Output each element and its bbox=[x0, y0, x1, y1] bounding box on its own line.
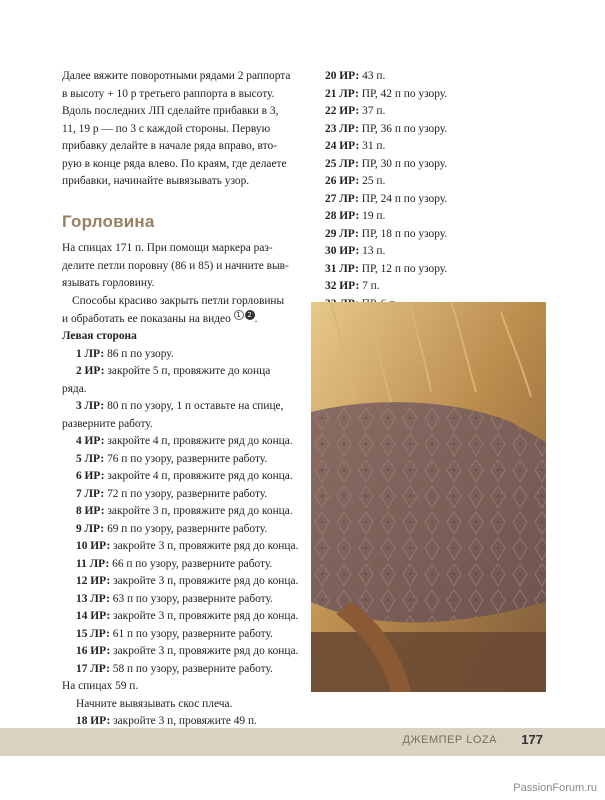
row-instruction bbox=[325, 191, 545, 209]
left-rows-list bbox=[62, 346, 300, 749]
row-number: 17 ЛР: bbox=[76, 662, 110, 675]
row-text: ПР, 18 п по узору. bbox=[358, 227, 448, 240]
text-line: Вдоль последних ЛП сделайте прибавки в 3, bbox=[62, 105, 279, 117]
row-instruction bbox=[62, 398, 300, 416]
video-2-icon[interactable]: 2 bbox=[245, 310, 255, 320]
row-number: 3 ЛР: bbox=[76, 400, 105, 413]
intro-paragraph bbox=[62, 68, 300, 191]
row-number: 24 ИР: bbox=[325, 140, 360, 152]
row-instruction bbox=[325, 243, 545, 261]
row-instruction bbox=[325, 278, 545, 296]
text-span: и обработать ее показаны на видео bbox=[62, 312, 231, 325]
row-number: 7 ЛР: bbox=[76, 487, 105, 500]
row-instruction bbox=[62, 661, 300, 679]
row-text: 37 п. bbox=[359, 105, 386, 117]
row-number: 2 ИР: bbox=[76, 365, 105, 378]
row-instruction bbox=[325, 156, 545, 174]
row-instruction bbox=[325, 103, 545, 121]
row-instruction bbox=[325, 68, 545, 86]
row-instruction bbox=[62, 556, 300, 574]
right-column bbox=[325, 68, 545, 313]
row-number: 29 ЛР: bbox=[325, 227, 359, 240]
watermark[interactable]: PassionForum.ru bbox=[513, 782, 597, 794]
row-instruction bbox=[62, 346, 300, 364]
row-instruction bbox=[325, 121, 545, 139]
row-text: разверните работу. bbox=[62, 417, 153, 430]
row-instruction bbox=[325, 173, 545, 191]
row-text: 61 п по узору, разверните работу. bbox=[109, 627, 273, 640]
page-number: 177 bbox=[521, 732, 543, 747]
row-instruction bbox=[62, 591, 300, 609]
row-number: 15 ЛР: bbox=[76, 627, 110, 640]
row-instruction bbox=[62, 608, 300, 626]
row-number: 6 ИР: bbox=[76, 470, 105, 483]
row-number: 18 ИР: bbox=[76, 715, 111, 728]
photo-illustration bbox=[311, 302, 546, 692]
row-text: ПР, 30 п по узору. bbox=[358, 157, 448, 170]
row-text: закройте 3 п, провяжите ряд до конца. bbox=[110, 540, 299, 553]
row-text: закройте 3 п, провяжите ряд до конца. bbox=[110, 645, 299, 658]
row-number: 12 ИР: bbox=[76, 575, 111, 588]
row-number: 1 ЛР: bbox=[76, 347, 105, 360]
row-text: 63 п по узору, разверните работу. bbox=[109, 592, 273, 605]
right-rows-list bbox=[325, 68, 545, 313]
row-number: 23 ЛР: bbox=[325, 122, 359, 135]
row-number: 10 ИР: bbox=[76, 540, 111, 553]
row-instruction bbox=[62, 381, 300, 399]
row-number: 5 ЛР: bbox=[76, 452, 105, 465]
row-number: 14 ИР: bbox=[76, 610, 111, 623]
row-text: 13 п. bbox=[359, 245, 386, 257]
row-instruction bbox=[62, 503, 300, 521]
row-instruction bbox=[325, 261, 545, 279]
text-line: прибавку делайте в начале ряда вправо, вто- bbox=[62, 140, 277, 152]
footer-bar bbox=[0, 728, 605, 756]
neck-intro-paragraph bbox=[62, 240, 300, 328]
section-title: Горловина bbox=[62, 211, 155, 231]
row-text: 72 п по узору, разверните работу. bbox=[104, 487, 268, 500]
row-number: 9 ЛР: bbox=[76, 522, 105, 535]
row-number: 28 ИР: bbox=[325, 210, 360, 222]
row-number: 31 ЛР: bbox=[325, 262, 359, 275]
row-instruction bbox=[62, 573, 300, 591]
row-number: 21 ЛР: bbox=[325, 87, 359, 100]
row-instruction bbox=[62, 433, 300, 451]
text-line: На спицах 171 п. При помощи маркера раз- bbox=[62, 242, 273, 254]
row-instruction bbox=[62, 363, 300, 381]
row-text: закройте 4 п, провяжите ряд до конца. bbox=[104, 470, 293, 483]
row-text: закройте 3 п, провяжите ряд до конца. bbox=[110, 575, 299, 588]
text-line: рую в конце ряда влево. По краям, где делаете bbox=[62, 157, 287, 170]
row-instruction bbox=[62, 643, 300, 661]
row-number: 13 ЛР: bbox=[76, 592, 110, 605]
row-text: 7 п. bbox=[359, 280, 380, 292]
row-text: Начните вывязывать скос плеча. bbox=[76, 697, 233, 710]
row-text: 86 п по узору. bbox=[104, 347, 174, 360]
text-span: . bbox=[254, 312, 258, 325]
row-number: 8 ИР: bbox=[76, 505, 105, 518]
row-text: 66 п по узору, разверните работу. bbox=[109, 557, 273, 570]
video-1-icon[interactable]: 1 bbox=[234, 310, 244, 320]
text-line: в высоту + 10 р третьего раппорта в высоту. bbox=[62, 87, 275, 100]
row-instruction bbox=[325, 86, 545, 104]
row-text: закройте 5 п, провяжите до конца bbox=[104, 365, 271, 378]
row-number: 27 ЛР: bbox=[325, 192, 359, 205]
row-instruction bbox=[62, 521, 300, 539]
row-text: ПР, 24 п по узору. bbox=[358, 192, 448, 205]
row-text: 76 п по узору, разверните работу. bbox=[104, 452, 268, 465]
row-text: 43 п. bbox=[359, 70, 386, 82]
row-text: 25 п. bbox=[359, 175, 386, 187]
text-line: Способы красиво закрыть петли горловины bbox=[72, 294, 285, 307]
row-number: 30 ИР: bbox=[325, 245, 360, 257]
row-text: 19 п. bbox=[359, 210, 386, 222]
row-number: 16 ИР: bbox=[76, 645, 111, 658]
left-column bbox=[62, 68, 300, 748]
text-line: 11, 19 р — по 3 с каждой стороны. Первую bbox=[62, 122, 271, 135]
row-text: ПР, 12 п по узору. bbox=[358, 262, 448, 275]
text-line: Далее вяжите поворотными рядами 2 раппорта bbox=[62, 70, 291, 82]
row-text: закройте 4 п, провяжите ряд до конца. bbox=[104, 435, 293, 448]
left-side-title: Левая сторона bbox=[62, 330, 137, 343]
row-text: закройте 3 п, провяжите ряд до конца. bbox=[110, 610, 299, 623]
row-number: 22 ИР: bbox=[325, 105, 360, 117]
text-line: прибавки, начинайте вывязывать узор. bbox=[62, 175, 250, 187]
row-instruction bbox=[62, 696, 300, 714]
row-number: 25 ЛР: bbox=[325, 157, 359, 170]
knitted-jumper-photo bbox=[311, 302, 546, 692]
text-line-with-video bbox=[62, 310, 300, 328]
row-text: закройте 3 п, провяжите 49 п. bbox=[110, 715, 257, 728]
text-line: язывать горловину. bbox=[62, 277, 155, 289]
row-text: закройте 3 п, провяжите ряд до конца. bbox=[104, 505, 293, 518]
row-number: 26 ИР: bbox=[325, 175, 360, 187]
row-text: 31 п. bbox=[359, 140, 386, 152]
row-number: 11 ЛР: bbox=[76, 557, 110, 570]
row-instruction bbox=[62, 538, 300, 556]
footer-title: ДЖЕМПЕР LOZA bbox=[402, 734, 497, 746]
video-icons[interactable] bbox=[234, 310, 255, 320]
row-number: 32 ИР: bbox=[325, 280, 360, 292]
row-instruction bbox=[62, 468, 300, 486]
row-instruction bbox=[62, 626, 300, 644]
row-instruction bbox=[325, 208, 545, 226]
row-text: ПР, 42 п по узору. bbox=[358, 87, 448, 100]
row-text: 58 п по узору, разверните работу. bbox=[109, 662, 273, 675]
row-text: ряда. bbox=[62, 382, 87, 395]
row-number: 4 ИР: bbox=[76, 435, 105, 448]
row-number: 20 ИР: bbox=[325, 70, 360, 82]
text-line: делите петли поровну (86 и 85) и начните выв- bbox=[62, 259, 289, 272]
row-text: На спицах 59 п. bbox=[62, 680, 139, 693]
row-instruction bbox=[62, 678, 300, 696]
row-instruction bbox=[62, 451, 300, 469]
row-instruction bbox=[62, 486, 300, 504]
row-instruction bbox=[325, 138, 545, 156]
row-instruction bbox=[62, 416, 300, 434]
row-text: 80 п по узору, 1 п оставьте на спице, bbox=[104, 400, 284, 413]
row-instruction bbox=[325, 226, 545, 244]
row-text: 69 п по узору, разверните работу. bbox=[104, 522, 268, 535]
row-text: ПР, 36 п по узору. bbox=[358, 122, 448, 135]
